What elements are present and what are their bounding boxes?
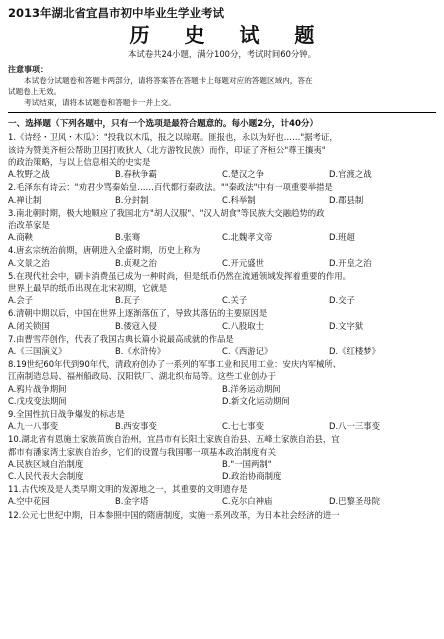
question-options <box>8 294 436 306</box>
question-stem-line: 11.古代埃及是人类早期文明的发源地之一，其重要的文明遗存是 <box>8 484 248 495</box>
option-a: A.牧野之战 <box>8 169 50 180</box>
question-item <box>8 181 436 205</box>
option-d: D.班超 <box>329 232 355 243</box>
option-a: A.禅让制 <box>8 194 42 205</box>
option-d: D.政治协商制度 <box>222 470 282 481</box>
option-d: D.新文化运动期间 <box>222 395 290 406</box>
option-b: B.春秋争霸 <box>115 169 157 180</box>
option-c: C.八股取士 <box>222 320 265 331</box>
option-a: A.空中花园 <box>8 496 50 507</box>
question-item <box>8 408 436 432</box>
question-options <box>8 231 436 243</box>
option-b: B.分封制 <box>115 194 149 205</box>
notes-line: 本试卷分试题卷和答题卡两部分，请将答案答在答题卡上每题对应的答题区域内，答在 <box>24 76 313 86</box>
option-b: B.瓦子 <box>115 295 141 306</box>
question-stem-line: 10.湖北省有恩施土家族苗族自治州，宜昌市有长阳土家族自治县、五峰土家族自治县，宜 <box>8 434 340 445</box>
option-c: C.楚汉之争 <box>222 169 265 180</box>
option-c: C.《西游记》 <box>222 345 273 356</box>
question-stem-line: 3.南北朝时期，极大地顺应了我国北方"胡人汉服"、"汉人胡食"等民族大交融趋势的政 <box>8 207 325 218</box>
question-stem-line: 8.19世纪60年代到90年代，清政府创办了一系列的军事工业和民用工业：安庆内军械所、 <box>8 359 342 370</box>
question-item <box>8 307 436 331</box>
question-item <box>8 483 436 507</box>
question-stem-line: 2.毛泽东有诗云："劝君少骂秦始皇……百代都行秦政法。""秦政法"中有一项重要举措是 <box>8 182 333 193</box>
option-b: B."一国两制" <box>222 458 272 469</box>
subject-title: 历 史 试 题 <box>129 23 329 47</box>
question-stem-line: 江南制造总局、福州船政局、汉阳铁厂、湖北织布局等。这些工业创办于 <box>8 371 276 382</box>
divider <box>8 112 436 113</box>
question-options <box>8 194 436 206</box>
option-d: D.《红楼梦》 <box>329 345 380 356</box>
option-d: D.巴黎圣母院 <box>329 496 380 507</box>
question-options <box>8 420 436 432</box>
question-stem-line: 世界上最早的纸币出现在北宋初期，它就是 <box>8 282 168 293</box>
option-d: D.交子 <box>329 295 355 306</box>
option-b: B.金字塔 <box>115 496 149 507</box>
question-stem-line: 都市有潘家湾土家族自治乡，它们的设置与我国哪一项基本政治制度有关 <box>8 446 276 457</box>
option-a: A.文景之治 <box>8 257 50 268</box>
option-d: D.八一三事变 <box>329 421 380 432</box>
option-a: A.民族区域自治制度 <box>8 458 84 469</box>
option-b: B.《水浒传》 <box>115 345 166 356</box>
option-d: D.文字狱 <box>329 320 364 331</box>
exam-header-title: 2013年湖北省宜昌市初中毕业生学业考试 <box>8 6 225 20</box>
option-a: A.会子 <box>8 295 33 306</box>
option-b: B.洋务运动期间 <box>222 383 281 394</box>
option-c: C.开元盛世 <box>222 257 265 268</box>
question-options <box>8 257 436 269</box>
question-item <box>8 131 436 180</box>
option-a: A.鸦片战争期间 <box>8 383 67 394</box>
question-stem-line: 的政治策略，与以上信息相关的史实是 <box>8 156 151 167</box>
question-options <box>8 168 436 180</box>
section-title: 一、选择题（下列各题中，只有一个选项是最符合题意的。每小题2分，计40分） <box>8 119 319 130</box>
question-options <box>8 320 436 332</box>
question-stem-line: 4.唐玄宗统治前期，唐朝进入全盛时期，历史上称为 <box>8 245 201 256</box>
question-item <box>8 244 436 268</box>
exam-info: 本试卷共24小题，满分100分，考试时间60分钟。 <box>127 49 317 59</box>
option-c: C.七七事变 <box>222 421 265 432</box>
option-d: D.郡县制 <box>329 194 364 205</box>
option-b: B.贞观之治 <box>115 257 157 268</box>
question-stem-line: 7.由曹雪芹创作，代表了我国古典长篇小说最高成就的作品是 <box>8 333 234 344</box>
option-b: B.倭寇入侵 <box>115 320 157 331</box>
notes-title: 注意事项： <box>8 64 48 74</box>
option-b: B.张骞 <box>115 232 141 243</box>
question-item <box>8 270 436 307</box>
option-d: D.官渡之战 <box>329 169 372 180</box>
question-stem-line: 12.公元七世纪中期，日本参照中国的隋唐制度，实施一系列改革，为日本社会经济的进一 <box>8 509 340 520</box>
notes-block <box>8 65 436 108</box>
question-item <box>8 509 436 521</box>
question-options <box>8 458 436 482</box>
option-a: A.商鞅 <box>8 232 33 243</box>
question-stem-line: 治改革家是 <box>8 219 50 230</box>
question-item <box>8 207 436 244</box>
option-d: D.开皇之治 <box>329 257 372 268</box>
question-item <box>8 333 436 357</box>
notes-line: 试题卷上无效。 <box>8 87 62 97</box>
option-c: C.科举制 <box>222 194 256 205</box>
option-b: B.西安事变 <box>115 421 157 432</box>
question-stem-line: 6.清朝中期以后，中国在世界上逐渐落伍了，导致其落伍的主要原因是 <box>8 308 268 319</box>
option-c: C.戊戌变法期间 <box>8 395 67 406</box>
notes-line: 考试结束，请将本试题卷和答题卡一并上交。 <box>24 98 176 108</box>
question-options <box>8 345 436 357</box>
option-a: A.闭关锁国 <box>8 320 50 331</box>
option-a: A.《三国演义》 <box>8 345 67 356</box>
exam-page <box>8 6 436 521</box>
question-options <box>8 495 436 507</box>
question-stem-line: 5.在现代社会中，刷卡消费虽已成为一种时尚，但是纸币仍然在流通领域发挥着重要的作用。 <box>8 270 351 281</box>
option-c: C.关子 <box>222 295 248 306</box>
question-stem-line: 1.《诗经・卫风・木瓜》："投我以木瓜，报之以琼琚。匪报也，永以为好也……"据考证， <box>8 132 338 143</box>
question-stem-line: 该诗为赞美齐桓公帮助卫国打败狄人（北方游牧民族）而作，印证了齐桓公"尊王攘夷" <box>8 144 326 155</box>
question-stem-line: 9.全国性抗日战争爆发的标志是 <box>8 408 125 419</box>
option-c: C.克尔白神庙 <box>222 496 273 507</box>
question-list <box>8 131 436 520</box>
question-item <box>8 433 436 482</box>
option-a: A.九一八事变 <box>8 421 59 432</box>
option-c: C.人民代表大会制度 <box>8 470 84 481</box>
option-c: C.北魏孝文帝 <box>222 232 273 243</box>
question-options <box>8 383 436 407</box>
question-item <box>8 358 436 407</box>
